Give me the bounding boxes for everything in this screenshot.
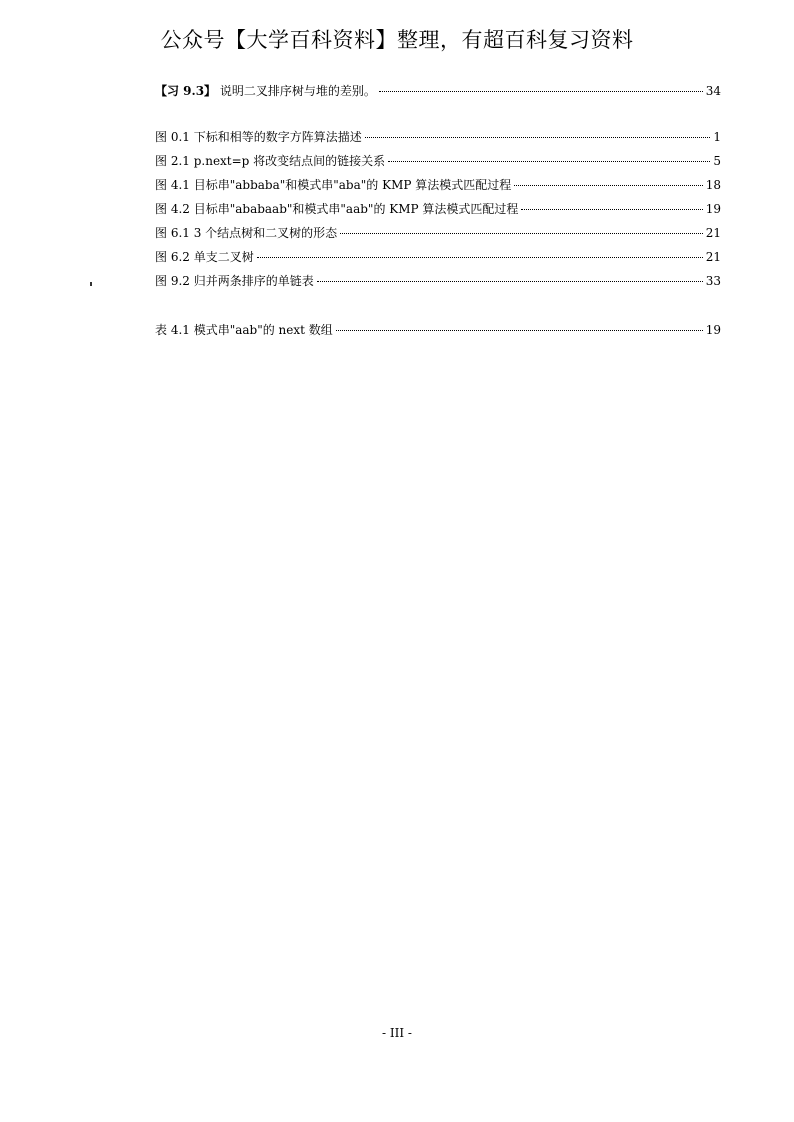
toc-entry-label: 图 6.1 3 个结点树和二叉树的形态 xyxy=(155,226,338,240)
dot-leader xyxy=(365,137,711,138)
dot-leader xyxy=(257,257,703,258)
page-header-title: 公众号【大学百科资料】整理，有超百科复习资料 xyxy=(160,28,634,52)
dot-leader xyxy=(388,161,710,162)
exercise-title: 说明二叉排序树与堆的差别。 xyxy=(216,84,376,98)
dot-leader xyxy=(521,209,702,210)
toc-entry-label: 图 9.2 归并两条排序的单链表 xyxy=(155,274,314,288)
toc-page-number: 19 xyxy=(705,323,721,337)
toc-page-number: 19 xyxy=(705,202,721,216)
toc-page-number: 33 xyxy=(705,274,721,288)
toc-page-number: 1 xyxy=(713,130,721,144)
toc-entry-figure-9-2[interactable] xyxy=(155,272,721,290)
toc-page-number: 34 xyxy=(705,84,721,98)
dot-leader xyxy=(336,330,703,331)
toc-entry-figure-6-2[interactable] xyxy=(155,248,721,266)
dot-leader xyxy=(317,281,703,282)
toc-entry-label: 表 4.1 模式串"aab"的 next 数组 xyxy=(155,323,333,337)
toc-page-number: 18 xyxy=(705,178,721,192)
toc-entry-label: 图 4.1 目标串"abbaba"和模式串"aba"的 KMP 算法模式匹配过程 xyxy=(155,178,512,192)
toc-entry-figure-0-1[interactable] xyxy=(155,128,721,146)
toc-entry-label: 图 6.2 单支二叉树 xyxy=(155,250,254,264)
toc-entry-label: 图 4.2 目标串"ababaab"和模式串"aab"的 KMP 算法模式匹配过程 xyxy=(155,202,519,216)
toc-page-number: 5 xyxy=(713,154,721,168)
toc-entry-figure-2-1[interactable] xyxy=(155,152,721,170)
toc-page-number: 21 xyxy=(705,250,721,264)
toc-entry-table-4-1[interactable] xyxy=(155,321,721,339)
stray-mark xyxy=(90,282,92,286)
dot-leader xyxy=(340,233,703,234)
toc-entry-figure-4-2[interactable] xyxy=(155,200,721,218)
toc-entry-label xyxy=(155,82,376,99)
dot-leader xyxy=(379,91,703,92)
toc-entry-figure-6-1[interactable] xyxy=(155,224,721,242)
toc-entry-figure-4-1[interactable] xyxy=(155,176,721,194)
dot-leader xyxy=(514,185,702,186)
exercise-number: 【习 9.3】 xyxy=(155,84,217,98)
toc-entry-label: 图 2.1 p.next=p 将改变结点间的链接关系 xyxy=(155,154,386,168)
toc-page-number: 21 xyxy=(705,226,721,240)
page-footer-number: - III - xyxy=(382,1026,412,1040)
toc-entry-exercise-9-3[interactable] xyxy=(155,82,721,100)
toc-entry-label: 图 0.1 下标和相等的数字方阵算法描述 xyxy=(155,130,362,144)
